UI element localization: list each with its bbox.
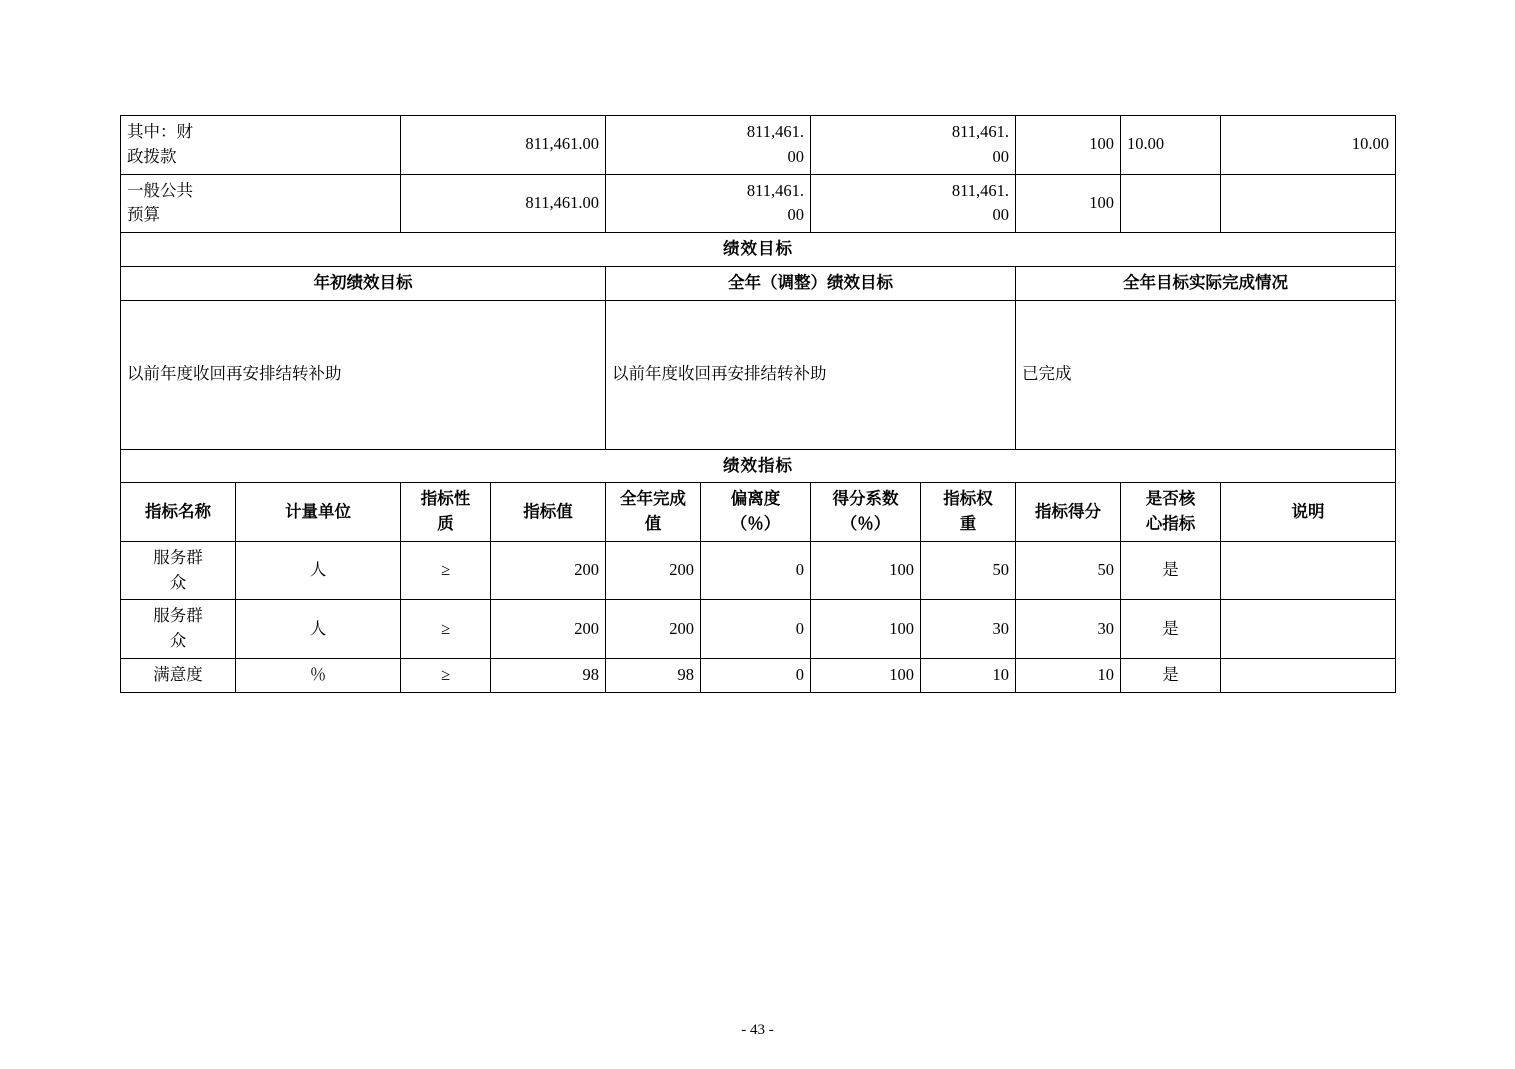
indicator-weight: 30 (921, 600, 1016, 659)
budget-score (1221, 174, 1396, 233)
indicator-header-coefficient: 得分系数 （％） (811, 483, 921, 542)
indicator-header-weight: 指标权 重 (921, 483, 1016, 542)
table-row (121, 300, 1396, 449)
budget-exec-amount: 811,461. 00 (606, 174, 811, 233)
table-row (121, 233, 1396, 267)
performance-indicator-title: 绩效指标 (121, 449, 1396, 483)
table-row (121, 483, 1396, 542)
indicator-header-nature: 指标性 质 (401, 483, 491, 542)
indicator-is-core: 是 (1121, 600, 1221, 659)
budget-final-amount: 811,461. 00 (811, 174, 1016, 233)
budget-amount: 811,461.00 (401, 116, 606, 175)
goal-value-actual: 已完成 (1016, 300, 1396, 449)
table-row (121, 266, 1396, 300)
indicator-score-coefficient: 100 (811, 541, 921, 600)
budget-score-weight: 10.00 (1121, 116, 1221, 175)
indicator-name: 服务群 众 (121, 600, 236, 659)
indicator-header-score: 指标得分 (1016, 483, 1121, 542)
indicator-score: 50 (1016, 541, 1121, 600)
budget-row-label: 一般公共 预算 (121, 174, 401, 233)
indicator-header-unit: 计量单位 (236, 483, 401, 542)
indicator-nature: ≥ (401, 658, 491, 692)
indicator-nature: ≥ (401, 600, 491, 659)
indicator-unit: ％ (236, 658, 401, 692)
budget-exec-amount: 811,461. 00 (606, 116, 811, 175)
indicator-score: 30 (1016, 600, 1121, 659)
table-row (121, 174, 1396, 233)
budget-rate: 100 (1016, 174, 1121, 233)
table-row (121, 541, 1396, 600)
budget-score-weight (1121, 174, 1221, 233)
performance-report-table (120, 115, 1396, 693)
goal-header-initial: 年初绩效目标 (121, 266, 606, 300)
budget-final-amount: 811,461. 00 (811, 116, 1016, 175)
table-row (121, 116, 1396, 175)
indicator-deviation: 0 (701, 600, 811, 659)
performance-goal-title: 绩效目标 (121, 233, 1396, 267)
indicator-header-note: 说明 (1221, 483, 1396, 542)
table-row (121, 600, 1396, 659)
budget-row-label: 其中：财 政拨款 (121, 116, 401, 175)
indicator-header-deviation: 偏离度 （％） (701, 483, 811, 542)
table-row (121, 658, 1396, 692)
indicator-weight: 50 (921, 541, 1016, 600)
budget-amount: 811,461.00 (401, 174, 606, 233)
goal-value-adjusted: 以前年度收回再安排结转补助 (606, 300, 1016, 449)
indicator-note (1221, 658, 1396, 692)
indicator-nature: ≥ (401, 541, 491, 600)
indicator-deviation: 0 (701, 658, 811, 692)
indicator-name: 满意度 (121, 658, 236, 692)
indicator-score-coefficient: 100 (811, 600, 921, 659)
indicator-score: 10 (1016, 658, 1121, 692)
indicator-target-value: 200 (491, 600, 606, 659)
goal-value-initial: 以前年度收回再安排结转补助 (121, 300, 606, 449)
indicator-actual-value: 200 (606, 600, 701, 659)
indicator-note (1221, 600, 1396, 659)
indicator-unit: 人 (236, 541, 401, 600)
indicator-name: 服务群 众 (121, 541, 236, 600)
indicator-target-value: 98 (491, 658, 606, 692)
indicator-score-coefficient: 100 (811, 658, 921, 692)
goal-header-adjusted: 全年（调整）绩效目标 (606, 266, 1016, 300)
indicator-deviation: 0 (701, 541, 811, 600)
indicator-actual-value: 98 (606, 658, 701, 692)
budget-score: 10.00 (1221, 116, 1396, 175)
indicator-header-is-core: 是否核 心指标 (1121, 483, 1221, 542)
goal-header-actual: 全年目标实际完成情况 (1016, 266, 1396, 300)
budget-rate: 100 (1016, 116, 1121, 175)
indicator-header-target: 指标值 (491, 483, 606, 542)
indicator-is-core: 是 (1121, 541, 1221, 600)
indicator-header-name: 指标名称 (121, 483, 236, 542)
indicator-header-actual: 全年完成 值 (606, 483, 701, 542)
indicator-target-value: 200 (491, 541, 606, 600)
indicator-unit: 人 (236, 600, 401, 659)
indicator-actual-value: 200 (606, 541, 701, 600)
indicator-note (1221, 541, 1396, 600)
table-row (121, 449, 1396, 483)
indicator-weight: 10 (921, 658, 1016, 692)
indicator-is-core: 是 (1121, 658, 1221, 692)
page-number: - 43 - (741, 1022, 774, 1038)
